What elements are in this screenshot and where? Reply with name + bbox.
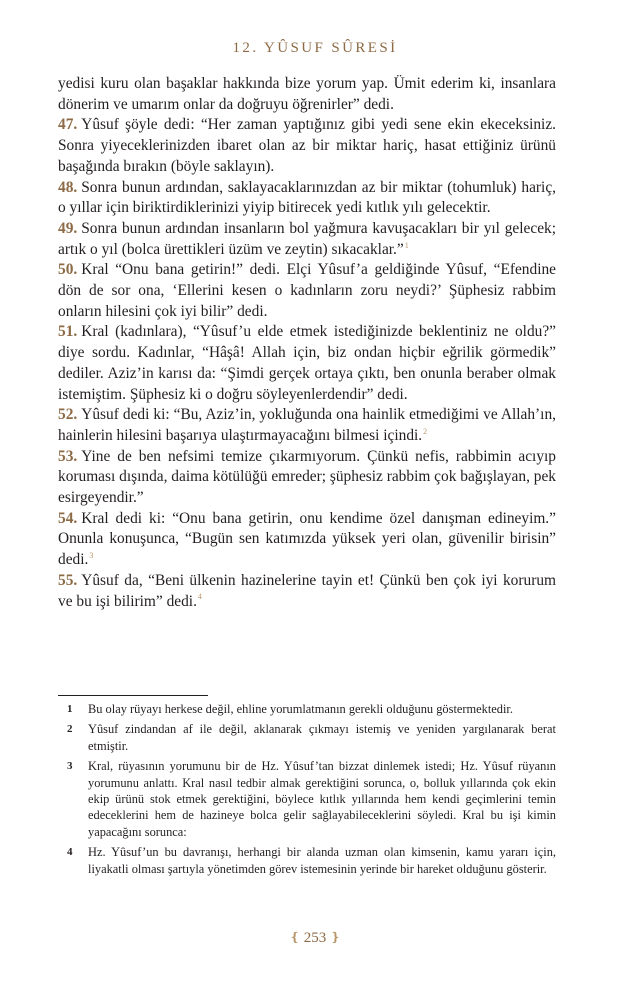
footnote-text: Kral, rüyasının yorumunu bir de Hz. Yûsuf’tan bizzat dinlemek istedi; Hz. Yûsuf rüyanın yorumunu anlattı. Kral nasıl tedbir almak gerektiğini sorunca, o, bolluk yıllarında çok ekin ekip ürünü stok etmek gerektiğini, böylece kıtlık yıllarında hem kendi geçimlerini temin edeceklerini hem de hazineye bolca gelir sağlayabileceklerini söyledi. Kral bu işi kimin yapacağını sorunca: (88, 759, 556, 839)
footnote-number: 1 (67, 703, 73, 715)
footnote-number: 4 (67, 846, 73, 859)
verse-paragraph (58, 405, 556, 446)
verse-number: 51. (58, 323, 78, 341)
ornament-left-icon: ❴ (289, 930, 300, 944)
footnote-number: 2 (67, 723, 73, 736)
verse-text-content: Yûsuf dedi ki: “Bu, Aziz’in, yokluğunda ona hainlik etmediğimi ve Allah’ın, hainlerin hilesini başarıya ulaştırmayacağını bilmesi içindi. (58, 406, 556, 444)
ornament-right-icon: ❵ (330, 930, 341, 944)
verse-number: 48. (58, 178, 78, 196)
footnote-text: Hz. Yûsuf’un bu davranışı, herhangi bir alanda uzman olan kimsenin, kamu yararı için, liyakatli olması şartıyla yönetimden görev istemesinin yerinde bir hareket olduğunu gösterir. (88, 845, 556, 876)
verse-number: 54. (58, 509, 78, 527)
verse-number: 49. (58, 219, 78, 237)
verse-paragraph (58, 115, 556, 177)
verse-text (58, 74, 556, 612)
verse-paragraph (58, 74, 556, 115)
verse-number: 55. (58, 571, 78, 589)
footnote-item (58, 721, 556, 754)
footnote-number: 3 (67, 760, 73, 773)
footnote-item (58, 701, 556, 717)
verse-paragraph (58, 509, 556, 571)
footnote-divider (58, 695, 208, 696)
verse-number: 53. (58, 447, 78, 465)
verse-paragraph (58, 178, 556, 219)
verse-number: 50. (58, 261, 78, 279)
page-number-folio (0, 930, 630, 947)
footnote-reference[interactable]: 3 (89, 551, 94, 561)
verse-text-content: Sonra bunun ardından insanların bol yağmura kavuşacakları bir yıl gelecek; artık o yıl (bolca ürettikleri üzüm ve zeytin) sıkacaklar.” (58, 219, 556, 258)
verse-paragraph (58, 219, 556, 260)
footnote-item (58, 758, 556, 840)
footnote-reference[interactable]: 4 (197, 592, 202, 602)
footnote-item (58, 844, 556, 877)
verse-text-content: Kral dedi ki: “Onu bana getirin, onu kendime özel danışman edineyim.” Onunla konuşunca, “Bugün sen katımızda yüksek yeri olan, güvenilir birisin” dedi. (58, 509, 556, 569)
verse-text-content: Yûsuf da, “Beni ülkenin hazinelerine tayin et! Çünkü ben çok iyi korurum ve bu işi bilirim” dedi. (58, 571, 556, 610)
footnotes (58, 701, 556, 881)
verse-text-content: Kral “Onu bana getirin!” dedi. Elçi Yûsuf’a geldiğinde Yûsuf, “Efendine dön de sor ona, ‘Ellerini kesen o kadınların zoru neydi?’ Şüphesiz rabbim onların hilesini çok iyi bilir” dedi. (58, 261, 556, 320)
verse-number: 47. (58, 116, 78, 134)
footnote-text: Bu olay rüyayı herkese değil, ehline yorumlatmanın gerekli olduğunu göstermektedir. (88, 702, 513, 716)
verse-number: 52. (58, 406, 78, 424)
footnote-text: Yûsuf zindandan af ile değil, aklanarak çıkmayı istemiş ve yeniden yargılanarak berat etmiştir. (88, 722, 556, 753)
footnote-reference[interactable]: 2 (423, 426, 428, 436)
footnote-reference[interactable]: 1 (404, 240, 409, 250)
verse-paragraph (58, 322, 556, 405)
verse-paragraph (58, 260, 556, 322)
running-head: 12. YÛSUF SÛRESİ (232, 40, 398, 56)
verse-paragraph (58, 447, 556, 509)
page-number: 253 (303, 930, 327, 946)
verse-text-content: Yûsuf şöyle dedi: “Her zaman yaptığınız gibi yedi sene ekin ekeceksiniz. Sonra yiyeceklerinizden ibaret olan az bir miktar hariç, hasat ettiğiniz ürünü başağında bırakın (böyle saklayın). (58, 116, 556, 175)
verse-text-content: Yine de ben nefsimi temize çıkarmıyorum. Çünkü nefis, rabbimin acıyıp koruması dışında, daima kötülüğü emreder; şüphesiz rabbim çok bağışlayan, pek esirgeyendir.” (58, 447, 556, 507)
verse-text-content: Sonra bunun ardından, saklayacaklarınızdan az bir miktar (tohumluk) hariç, o yıllar için biriktirdiklerinizi yiyip bitirecek yedi kıtlık yılı gelecektir. (58, 178, 556, 217)
verse-text-content: yedisi kuru olan başaklar hakkında bize yorum yap. Ümit ederim ki, insanlara dönerim ve umarım onlar da doğruyu öğrenirler” dedi. (58, 75, 556, 113)
verse-paragraph (58, 571, 556, 612)
verse-text-content: Kral (kadınlara), “Yûsuf’u elde etmek istediğinizde beklentiniz ne oldu?” diye sordu. Kadınlar, “Hâşâ! Allah için, biz ondan hiçbir eğrilik görmedik” dediler. Aziz’in karısı da: “Şimdi gerçek ortaya çıktı, ben onunla beraber olmak istemiştim. Şüphesiz ki o doğru söyleyenlerdendir” dedi. (58, 323, 556, 403)
